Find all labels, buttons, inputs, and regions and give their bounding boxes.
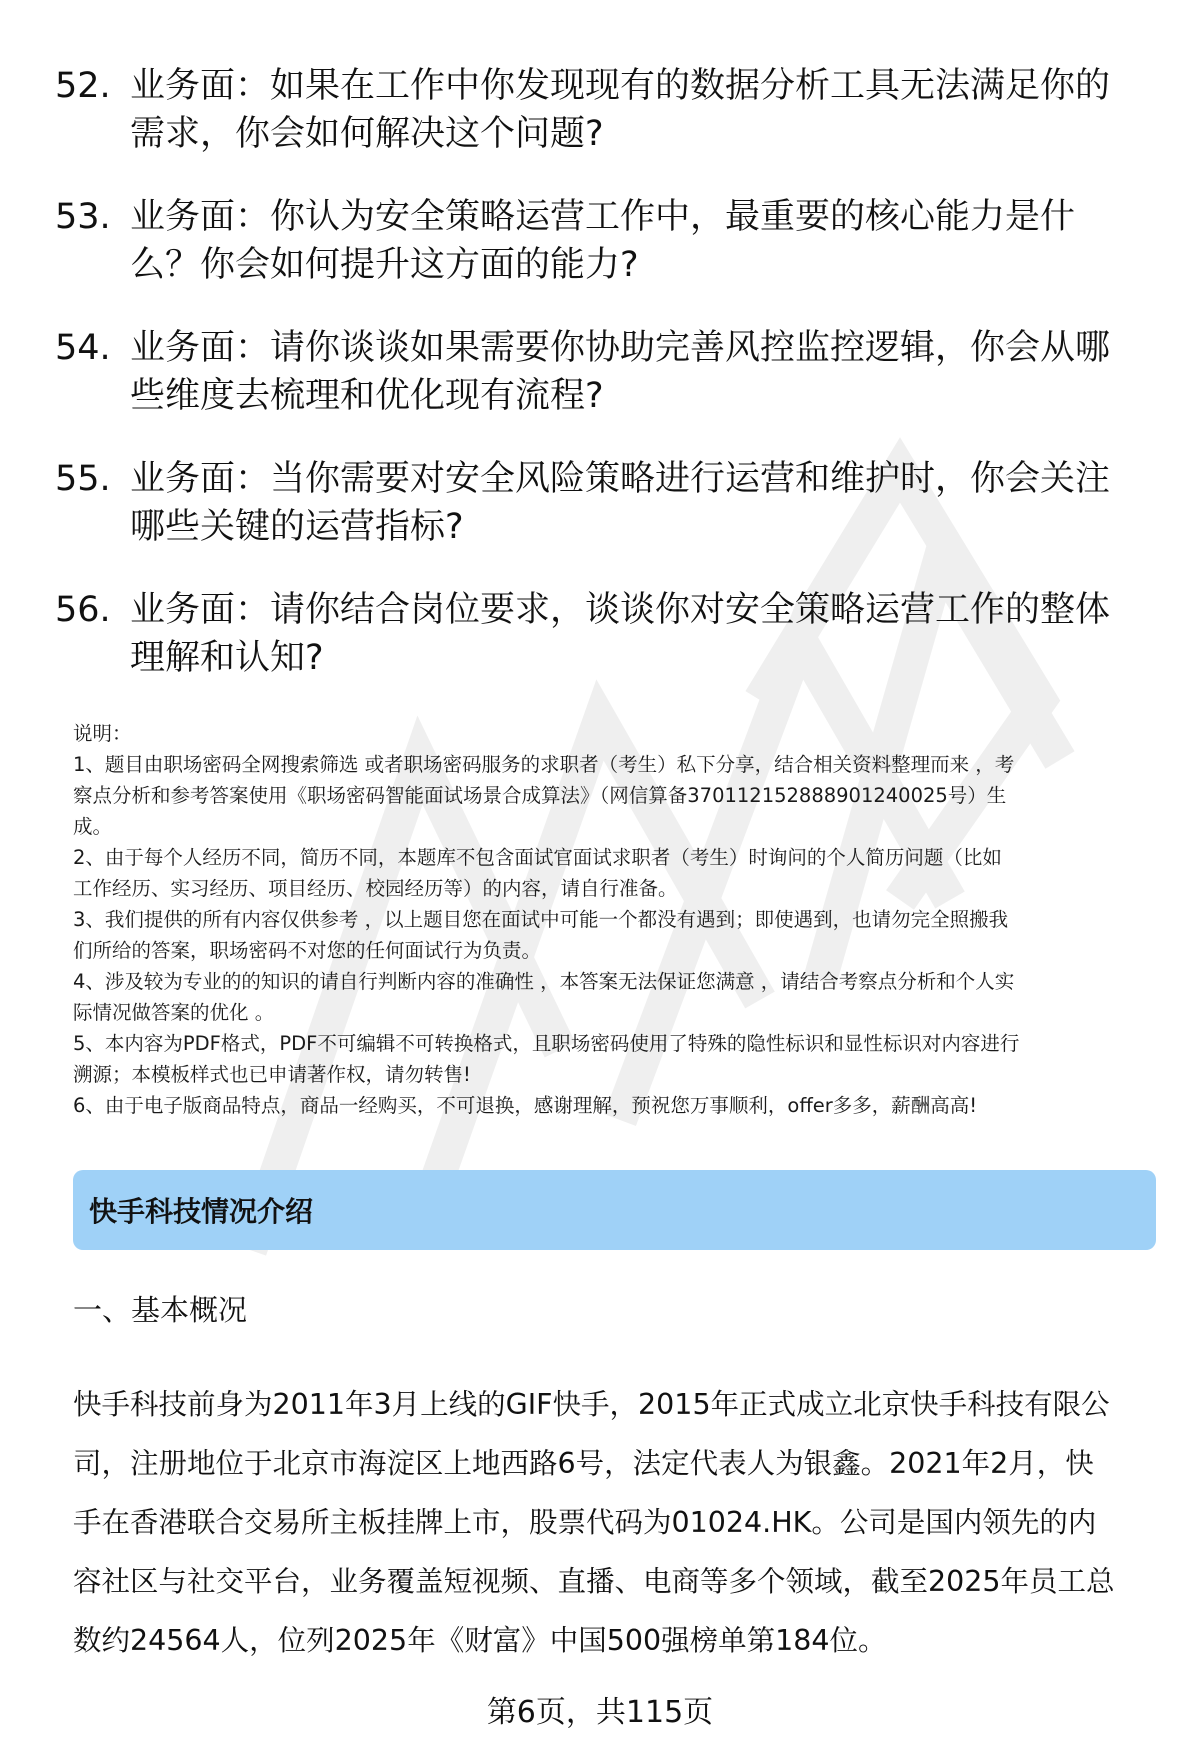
notes-line: 6、由于电子版商品特点，商品一经购买，不可退换，感谢理解，预祝您万事顺利，offer多多，薪酬高高! bbox=[73, 1094, 978, 1117]
notes-block bbox=[73, 718, 1163, 1121]
company-overview-paragraph bbox=[73, 1375, 1163, 1670]
notes-line: 1、题目由职场密码全网搜索筛选 或者职场密码服务的求职者（考生）私下分享，结合相关资料整理而来 ，考 bbox=[73, 753, 1015, 776]
notes-line: 2、由于每个人经历不同，简历不同，本题库不包含面试官面试求职者（考生）时询问的个人简历问题（比如 bbox=[73, 846, 1002, 869]
question-text-line: 业务面：如果在工作中你发现现有的数据分析工具无法满足你的 bbox=[130, 66, 1111, 106]
notes-heading: 说明： bbox=[73, 722, 132, 745]
question-text-line: 需求，你会如何解决这个问题? bbox=[130, 114, 604, 154]
notes-line: 溯源；本模板样式也已申请著作权，请勿转售! bbox=[73, 1063, 471, 1086]
paragraph-line: 容社区与社交平台，业务覆盖短视频、直播、电商等多个领域，截至2025年员工总 bbox=[73, 1565, 1115, 1598]
question-text-line: 业务面：请你谈谈如果需要你协助完善风控监控逻辑，你会从哪 bbox=[130, 328, 1111, 368]
notes-line: 5、本内容为PDF格式，PDF不可编辑不可转换格式，且职场密码使用了特殊的隐性标识和显性标识对内容进行 bbox=[73, 1032, 1020, 1055]
notes-line: 成。 bbox=[73, 815, 113, 838]
question-number: 52. bbox=[55, 66, 111, 106]
question-number: 56. bbox=[55, 590, 111, 630]
question-text-line: 哪些关键的运营指标? bbox=[130, 507, 464, 547]
question-number: 55. bbox=[55, 459, 111, 499]
notes-line: 际情况做答案的优化 。 bbox=[73, 1001, 275, 1024]
section-title: 快手科技情况介绍 bbox=[89, 1195, 314, 1228]
question-text-line: 么？你会如何提升这方面的能力? bbox=[130, 245, 639, 285]
paragraph-line: 手在香港联合交易所主板挂牌上市，股票代码为01024.HK。公司是国内领先的内 bbox=[73, 1506, 1097, 1539]
paragraph-line: 司，注册地位于北京市海淀区上地西路6号，法定代表人为银鑫。2021年2月，快 bbox=[73, 1447, 1094, 1480]
notes-line: 工作经历、实习经历、项目经历、校园经历等）的内容，请自行准备。 bbox=[73, 877, 678, 900]
notes-line: 4、涉及较为专业的的知识的请自行判断内容的准确性 ，本答案无法保证您满意 ，请结合考察点分析和个人实 bbox=[73, 970, 1015, 993]
paragraph-line: 快手科技前身为2011年3月上线的GIF快手，2015年正式成立北京快手科技有限公 bbox=[73, 1388, 1110, 1421]
notes-line: 察点分析和参考答案使用《职场密码智能面试场景合成算法》（网信算备370112152888901240025号）生 bbox=[73, 784, 1007, 807]
paragraph-line: 数约24564人，位列2025年《财富》中国500强榜单第184位。 bbox=[73, 1624, 887, 1657]
question-text-line: 业务面：你认为安全策略运营工作中，最重要的核心能力是什 bbox=[130, 197, 1076, 237]
question-text-line: 些维度去梳理和优化现有流程? bbox=[130, 376, 604, 416]
subheading: 一、基本概况 bbox=[73, 1293, 248, 1327]
section-header-bar bbox=[73, 1170, 1156, 1250]
page-indicator: 第6页，共115页 bbox=[486, 1695, 714, 1730]
question-text-line: 理解和认知? bbox=[130, 638, 324, 678]
question-number: 53. bbox=[55, 197, 111, 237]
notes-line: 3、我们提供的所有内容仅供参考 ，以上题目您在面试中可能一个都没有遇到；即使遇到，也请勿完全照搬我 bbox=[73, 908, 1009, 931]
notes-line: 们所给的答案，职场密码不对您的任何面试行为负责。 bbox=[73, 939, 542, 962]
question-text-line: 业务面：请你结合岗位要求，谈谈你对安全策略运营工作的整体 bbox=[130, 590, 1111, 630]
question-number: 54. bbox=[55, 328, 111, 368]
question-text-line: 业务面：当你需要对安全风险策略进行运营和维护时，你会关注 bbox=[130, 459, 1111, 499]
